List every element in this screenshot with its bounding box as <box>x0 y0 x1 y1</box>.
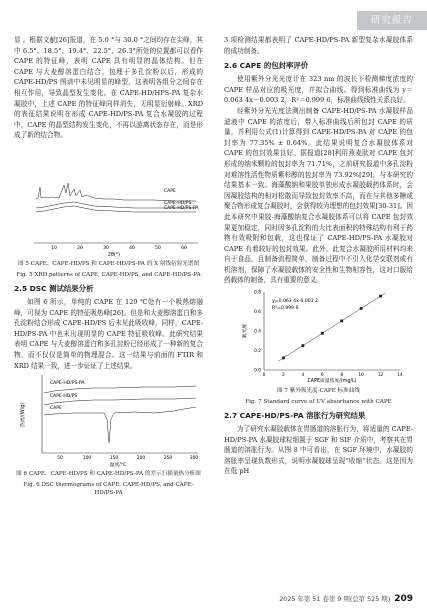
fig7-ytick: 0.4 <box>254 329 261 335</box>
fig7-xtick: 2 <box>282 373 285 379</box>
fig7-ytick: 0.6 <box>254 310 261 316</box>
figure-7-standard-curve-chart <box>224 286 413 386</box>
fig5-xtick: 60 <box>181 245 187 251</box>
left-column <box>14 35 203 500</box>
figure-6-caption-cn: 图 6 CAPE、CAPE-HD/PS 和 CAPE-HD/PS-PA 的差示扫描量热分析图 <box>16 471 201 478</box>
swelling-paragraph: 为了研究水凝胶载体在胃肠道的溶胀行为，将适量的 CAPE-HD/PS-PA 水凝胶球粒细置于 SGF 和 SIF 介质中，考察其在胃肠道的溶胀行为。从图 8 中可看出，在 SGF 环境中，水凝胶的溶胀率呈现负数形式，说明水凝胶球呈现“收缩”状态。这是因为在低 pH <box>224 425 413 476</box>
fig6-xtick: 100 <box>82 456 92 462</box>
section-tag: 研究报告 <box>357 11 427 30</box>
fig6-xtick: 200 <box>136 456 146 462</box>
fig6-y-label: 热流/(W/g) <box>21 402 26 428</box>
fig6-x-label: 温度/℃ <box>109 463 127 469</box>
page-footer <box>279 594 413 604</box>
standard-curve-paragraph: 使用紫外分光光度计在 323 nm 的波长下检测梯度浓度的 CAPE 样品对应的吸光度，并拟合曲线。得到标准曲线为 y＝0.063 4x－0.003 2，R²＝0.999 6，标准曲线线性关系良好。 <box>224 75 413 105</box>
fig5-legend-cape-hd-ps-pa: CAPE-HD/PS-PA <box>164 205 199 211</box>
fig7-ytick: 0.2 <box>254 349 261 355</box>
fig6-xtick: 300 <box>189 456 199 462</box>
fig7-xtick: 10 <box>358 373 364 379</box>
fig6-xtick: 150 <box>109 456 119 462</box>
fig7-xtick: 12 <box>377 373 384 379</box>
fig5-xtick: 10 <box>51 245 57 251</box>
figure-6-dsc-chart <box>14 371 203 469</box>
fig6-legend-cape: CAPE <box>50 406 62 412</box>
fig6-line-cape-hd-ps <box>44 398 196 405</box>
section-2-7-heading: 2.7 CAPE-HD/PS-PA 溶胀行为研究结果 <box>224 411 366 421</box>
fig7-r2: R²=0.999 6 <box>272 306 299 312</box>
fig5-xtick: 40 <box>129 245 135 251</box>
fig6-xtick: 250 <box>163 456 173 462</box>
fig5-xtick: 50 <box>155 245 161 251</box>
fig7-data-point <box>340 320 343 323</box>
fig7-data-point <box>360 307 363 310</box>
fig7-xtick: 14 <box>397 373 403 379</box>
section-2-6-heading: 2.6 CAPE 的包封率评价 <box>224 61 309 71</box>
figure-5-caption-cn: 图 5 CAPE、CAPE-HD/PS 和 CAPE-HD/PS-PA 的 X 射线衍射光谱图 <box>17 260 200 267</box>
figure-6-caption-en: Fig. 6 DSC thermograms of CAPE, CAPE-HD/PS, and CAPE-HD/PS-PA <box>23 482 194 497</box>
fig7-xtick: 0 <box>262 373 266 379</box>
fig7-xtick: 6 <box>320 373 324 379</box>
fig7-data-point <box>282 357 285 360</box>
dsc-paragraph: 如图 6 所示，单纯的 CAPE 在 129 ℃处有一个吸热熔融峰，可视为 CAPE 的特征吸热峰[26]。但是和大麦醇溶蛋白和多孔淀粉结合形成 CAPE-HD/PS 后未见此吸收峰，同样，CAPE-HD/PS-PA 中也未出现明显的 CAPE 特征吸收峰。此研究结果表明 CAPE 与大麦醇溶蛋白和多孔淀粉已经形成了一种新的复合物，而不仅仅是简单的物理混合。这一结果与前面的 FTIR 和 XRD 结果一致，进一步证证了上述结果。 <box>14 297 203 370</box>
fig7-x-label: CAPE质量浓度/(mg/L) <box>307 379 357 385</box>
fig5-xtick: 30 <box>103 245 109 251</box>
fig6-legend-cape-hd-ps-pa: CAPE-HD/PS-PA <box>50 381 85 387</box>
fig6-xtick: 50 <box>57 456 63 462</box>
fig7-data-point <box>379 295 382 298</box>
page-number: 209 <box>394 594 413 604</box>
fig7-xtick: 8 <box>340 373 344 379</box>
figure-7-caption-cn: 图 7 紫外吸光度-CAPE 标准曲线 <box>277 388 360 395</box>
fig5-x-ticks <box>51 245 187 251</box>
journal-issue: 2025 年第 51 卷第 9 期(总第 525 期) <box>279 595 391 603</box>
fig6-line-cape-hd-ps-pa <box>44 386 196 393</box>
fig7-data-point <box>301 344 304 347</box>
results-summary-paragraph: 3 项检测结果都表明了 CAPE-HD/PS-PA 新型复杂水凝胶体系的成功制备。 <box>224 36 413 55</box>
fig7-ytick: 0.8 <box>254 290 261 296</box>
figure-5-caption-en: Fig. 5 XRD patterns of CAPE, CAPE-HD/PS, and CAPE-HD/PS-PA <box>16 271 201 278</box>
section-2-5-heading: 2.5 DSC 测试结果分析 <box>14 283 94 293</box>
fig7-data-point <box>321 332 324 335</box>
fig7-y-label: 吸光度 <box>243 323 248 339</box>
fig7-equation: y=0.063 4x-0.003 2 <box>272 299 319 305</box>
figure-5-xrd-chart <box>14 141 203 259</box>
fig5-x-label: 2θ(°) <box>107 252 121 258</box>
xrd-paragraph: 显 。根据文献[26]报道，在 5.0 °与 30.0 °之间均存在尖峰，其中 6.5°、18.5°、19.4°、22.5°、26.3°所处的位置都可以看作 CAPE 的特征峰，表明 CAPE 具有明显的晶体结构。但在 CAPE 与大麦醇溶蛋白结合、包埋于多孔淀粉以后，形成的 CAPE-HD/PS 图谱中未见明显的峰型，这表明各组分之间存在相互作用，导致晶型发生变化。在 CAPE-HD/HPS-PA 复杂水凝胶中，上述 CAPE 的特征峰同样消失，无明显衍射峰。XRD 的表征结果说明在形成 CAPE-HD/PS-PA 复合水凝胶的过程中，CAPE 的晶型结构发生变化，不再以游离状态存在，而是形成了新的结合物。 <box>14 36 203 140</box>
fig5-legend-cape-hd-ps: CAPE-HD/PS <box>164 200 192 206</box>
fig7-ytick: 0.0 <box>254 368 261 374</box>
fig5-legend-cape: CAPE <box>164 188 176 194</box>
fig6-line-cape <box>44 407 196 443</box>
fig6-legend-cape-hd-ps: CAPE-HD/PS <box>50 394 78 400</box>
encapsulation-paragraph: 经紫外分光光度法测出制备 CAPE-HD/PS-PA 水凝胶样品滤液中 CAPE 的浓度后，带入标准曲线后所包封 CAPE 的质量，并利用公式(1)计算得到 CAPE-HD/PS-PA 对 CAPE 的包封率为 77.35% ± 0.64%。此结果说明复合水凝胶体系对 CAPE 的包封效果良好。据报道[28]利用燕麦肽对 CAPE 包封形成的纳米颗粒的包封率为 71.71%，之前研究报道中多孔淀粉对难溶性活性物质紫杉醇的包封率为 73.92%[29]，与本研究的结果基本一致。海藻酸钠和果胶单独形成水凝胶载药体系时，会因凝胶结构的相对松散而导致包封效率不高，而在与其他多糖或聚合物形成复合凝胶时，会获得较为理想的包封效果[30-31]。因此本研究中果胶-海藻酸钠复合水凝胶体系可以将 CAPE 包封效果更加稳定，同时因多孔淀粉的大比表面积的特殊结构有利于药物有效吸附和包载，这也保证了 CAPE-HD/PS-PA 水凝胶对 CAPE 有着较好的包封效果。此外，此复合水凝胶所用材料均来自于食品，且制备流程简单，制备过程中不引入化学交联剂或有机溶剂，保障了水凝胶载体的安全性和生物相容性，这对口服给药载体的制备，具有重要的意义。 <box>224 106 413 285</box>
figure-7-caption-en: Fig. 7 Standard curve of UV absorbance with CAPE <box>245 399 392 406</box>
fig7-xtick: 4 <box>301 373 305 379</box>
fig7-x-ticks <box>263 372 403 378</box>
right-column <box>224 35 413 477</box>
fig6-x-ticks <box>57 455 198 461</box>
fig7-y-ticks <box>254 290 261 374</box>
fig5-xtick: 20 <box>77 245 83 251</box>
